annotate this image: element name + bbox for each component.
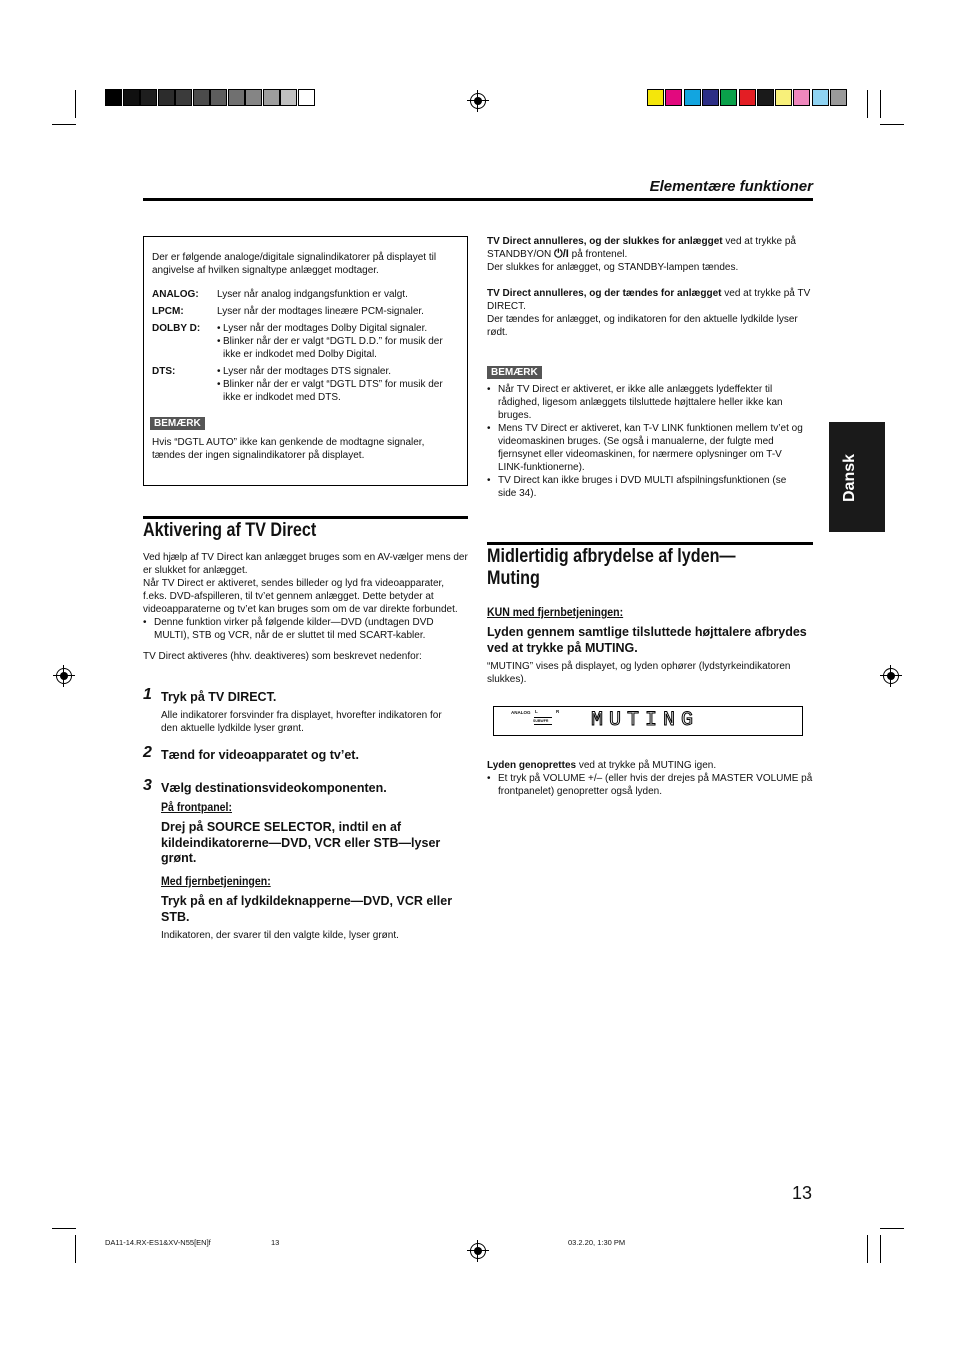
gray-swatch — [280, 89, 297, 106]
list-item: • Denne funktion virker på følgende kilder—DVD (undtagen DVD MULTI), STB og VCR, når de er sluttet til med SCART-kabler. — [143, 616, 468, 642]
crop-mark — [880, 90, 881, 118]
remote-label: Med fjernbetjeningen: — [161, 874, 271, 888]
note-item: • TV Direct kan ikke bruges i DVD MULTI afspilningsfunktionen (se side 34). — [487, 474, 807, 500]
text: på frontenel. — [568, 249, 628, 260]
crop-mark — [52, 124, 76, 125]
text: ved at trykke på STANDBY/ON — [487, 236, 796, 260]
muting-heading-line2: Muting — [487, 568, 540, 589]
tv-direct-cancel-on — [487, 287, 813, 339]
crop-mark — [867, 90, 868, 118]
color-swatch — [684, 89, 701, 106]
gray-swatch — [245, 89, 262, 106]
color-swatch — [665, 89, 682, 106]
note-text: Hvis “DGTL AUTO” ikke kan genkende de modtagne signaler, tændes der ingen signalindikatorer på displayet. — [152, 437, 425, 461]
crop-mark — [867, 1235, 868, 1263]
indicator-row — [152, 365, 462, 404]
muting-restore — [487, 759, 813, 798]
step-number: 1 — [143, 686, 152, 703]
indicator-row — [152, 322, 462, 361]
list-item: • Et tryk på VOLUME +/– (eller hvis der drejes på MASTER VOLUME på frontpanelet) genopretter også lyden. — [487, 772, 813, 798]
emphasis: Lyden genoprettes — [487, 760, 577, 771]
gray-swatch — [158, 89, 175, 106]
tv-direct-body — [143, 551, 468, 663]
indicator-desc: Lyser når analog indgangsfunktion er valgt. — [217, 289, 408, 300]
crop-mark — [52, 1228, 76, 1229]
gray-swatch — [210, 89, 227, 106]
footer-timestamp: 03.2.20, 1:30 PM — [568, 1238, 626, 1247]
header-rule — [143, 198, 813, 201]
muting-heading-line1: Midlertidig afbrydelse af lyden— — [487, 546, 736, 567]
indicator-desc-item: • Blinker når der er valgt “DGTL D.D.” for musik der ikke er indkodet med Dolby Digital. — [217, 335, 462, 361]
gray-swatch — [298, 89, 315, 106]
muting-display-text: MUTING — [591, 709, 700, 732]
color-swatch — [647, 89, 664, 106]
text: ved at trykke på MUTING igen. — [576, 760, 717, 771]
subwoofer-indicator: SUBWFR — [533, 719, 549, 723]
note-label: BEMÆRK — [150, 417, 205, 430]
indicator-term: DOLBY D: — [152, 323, 201, 334]
emphasis: TV Direct annulleres, og der slukkes for anlægget — [487, 236, 723, 247]
section-rule — [487, 542, 813, 545]
color-swatch — [812, 89, 829, 106]
front-panel-label: På frontpanel: — [161, 800, 232, 814]
tv-direct-heading: Aktivering af TV Direct — [143, 520, 317, 541]
channel-bar — [534, 724, 552, 725]
gray-swatch — [140, 89, 157, 106]
text: ved at trykke på TV DIRECT. — [487, 288, 811, 312]
display-panel — [493, 706, 803, 736]
gray-swatch — [263, 89, 280, 106]
indicator-info-box — [143, 236, 468, 486]
paragraph: Der tændes for anlægget, og indikatoren for den aktuelle lydkilde lyser rødt. — [487, 314, 798, 338]
step-title: Tryk på TV DIRECT. — [161, 690, 277, 704]
remote-only-label: KUN med fjernbetjeningen: — [487, 605, 624, 619]
indicator-desc-item: • Lyser når der modtages DTS signaler. — [217, 365, 462, 378]
step-number: 3 — [143, 777, 152, 794]
indicator-intro: Der er følgende analoge/digitale signalindikatorer på displayet til angivelse af hvilken signaltype anlægget modtager. — [152, 252, 437, 276]
note-item: • Når TV Direct er aktiveret, er ikke alle anlæggets lydeffekter til rådighed, ligesom anlæggets tilsluttede højttalere heller ikke kan bruges. — [487, 383, 807, 422]
gray-swatch — [123, 89, 140, 106]
crop-mark — [880, 1235, 881, 1263]
step-number: 2 — [143, 744, 152, 761]
note-item: • Mens TV Direct er aktiveret, kan T-V LINK funktionen mellem tv’et og videomaskinen bruges. (Se også i manualerne, der fulgte med fjernsynet eller videomaskinen, for nærmere oplysninger om T-V LINK-funktionerne). — [487, 422, 807, 474]
left-channel-indicator: L — [535, 709, 538, 714]
paragraph: Når TV Direct er aktiveret, sendes billeder og lyd fra videoapparater, f.eks. DVD-afspilleren, til tv’et gennem anlægget. Dette betyder at videoapparaterne og tv’et kan bruges som om de var direkte forbundet. — [143, 578, 458, 615]
indicator-list — [152, 288, 462, 408]
indicator-term: ANALOG: — [152, 289, 199, 300]
paragraph: Der slukkes for anlægget, og STANDBY-lampen tændes. — [487, 262, 739, 273]
remote-description: Indikatoren, der svarer til den valgte kilde, lyser grønt. — [161, 930, 399, 941]
crop-mark — [75, 1235, 76, 1263]
muting-description: “MUTING” vises på displayet, og lyden ophører (lydstyrkeindikatoren slukkes). — [487, 661, 791, 685]
color-swatch — [830, 89, 847, 106]
analog-indicator: ANALOG — [511, 710, 531, 715]
gray-swatch — [175, 89, 192, 106]
language-tab — [829, 422, 885, 532]
indicator-desc: Lyser når der modtages lineære PCM-signaler. — [217, 306, 424, 317]
right-channel-indicator: R — [556, 709, 560, 714]
crop-mark — [75, 90, 76, 118]
indicator-row — [152, 305, 462, 318]
color-swatch — [793, 89, 810, 106]
paragraph: TV Direct aktiveres (hhv. deaktiveres) som beskrevet nedenfor: — [143, 651, 422, 662]
step-title: Tænd for videoapparatet og tv’et. — [161, 748, 359, 762]
crop-mark — [880, 1228, 904, 1229]
registration-mark-icon — [56, 668, 72, 684]
registration-mark-icon — [470, 1243, 486, 1259]
gray-swatch — [105, 89, 122, 106]
front-panel-instruction: Drej på SOURCE SELECTOR, indtil en af kildeindikatorerne—DVD, VCR eller STB—lyser grønt. — [161, 820, 441, 865]
section-title: Elementære funktioner — [649, 178, 813, 195]
color-swatch — [739, 89, 756, 106]
color-swatch — [757, 89, 774, 106]
crop-mark — [880, 124, 904, 125]
registration-mark-icon — [883, 668, 899, 684]
emphasis: TV Direct annulleres, og der tændes for anlægget — [487, 288, 722, 299]
note-list-container — [487, 383, 807, 500]
step-description: Alle indikatorer forsvinder fra displayet, hvorefter indikatoren for den aktuelle lydkilde lyser grønt. — [161, 710, 442, 734]
gray-swatch — [193, 89, 210, 106]
indicator-desc-item: • Lyser når der modtages Dolby Digital signaler. — [217, 322, 462, 335]
gray-swatch — [228, 89, 245, 106]
indicator-term: LPCM: — [152, 306, 184, 317]
color-swatch — [775, 89, 792, 106]
section-rule — [143, 516, 468, 519]
language-tab-label: Dansk — [841, 453, 858, 502]
note-list — [487, 383, 807, 500]
footer-page: 13 — [271, 1238, 280, 1247]
channel-bar — [534, 717, 552, 718]
indicator-row — [152, 288, 462, 301]
tv-direct-cancel-off — [487, 235, 813, 274]
registration-mark-icon — [470, 93, 486, 109]
color-swatch — [702, 89, 719, 106]
footer-filename: DA11-14.RX-ES1&XV-N55[EN]f — [105, 1238, 211, 1247]
power-icon: ⏻/I — [554, 248, 569, 260]
note-label: BEMÆRK — [487, 366, 542, 379]
muting-instruction: Lyden gennem samtlige tilsluttede højttalere afbrydes ved at trykke på MUTING. — [487, 625, 807, 655]
paragraph: Ved hjælp af TV Direct kan anlægget bruges som en AV-vælger mens der er slukket for anlægget. — [143, 552, 468, 576]
indicator-term: DTS: — [152, 366, 176, 377]
step-title: Vælg destinationsvideokomponenten. — [161, 781, 387, 795]
page-number: 13 — [791, 1183, 812, 1203]
color-swatch — [720, 89, 737, 106]
indicator-desc-item: • Blinker når der er valgt “DGTL DTS” for musik der ikke er indkodet med DTS. — [217, 378, 462, 404]
remote-instruction: Tryk på en af lydkildeknapperne—DVD, VCR eller STB. — [161, 894, 453, 924]
